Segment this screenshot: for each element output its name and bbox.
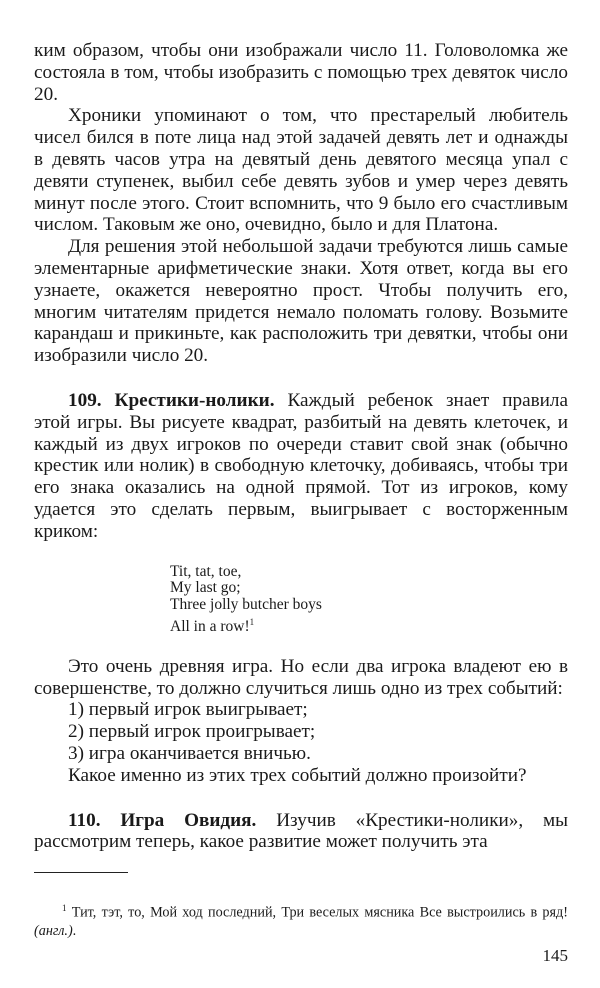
poem-footnote-mark: 1 — [249, 616, 255, 627]
footnote — [34, 899, 568, 941]
poem — [170, 564, 568, 636]
outcome-item-1: 1) первый игрок выигрывает; — [68, 699, 308, 721]
section-109-title: Крестики-нолики. — [114, 389, 275, 411]
paragraph-intro-2: Хроники упоминают о том, что престарелый любитель чисел бился в поте лица над этой задачей девять лет и однажды в девять часов утра на девятый день девятого месяца упал с девяти ступенек, выбил себе девять зубов и умер через девять минут после этого. Стоит вспомнить, что 9 было его счастливым числом. Таковым же оно, очевидно, было и для Платона. — [34, 105, 568, 236]
poem-line-4-text: All in a row! — [170, 618, 250, 636]
section-109-text: Каждый ребенок знает правила этой игры. Вы рисуете квадрат, разбитый на девять клеточек, и каждый из двух игроков по очереди ставит свой знак (обычно крестик или нолик) в свободную клеточку, добиваясь, чтобы три его знака оказались на одной прямой. Тот из игроков, кому удается это сделать первым, выигрывает с восторженным криком: — [34, 389, 569, 542]
section-110-text: Изучив «Крестики-нолики», мы рассмотрим теперь, какое развитие может получить эта — [34, 809, 569, 853]
footnote-lang: (англ.) — [34, 923, 73, 940]
section-109 — [34, 390, 568, 543]
section-109-number: 109. — [68, 389, 102, 411]
question-paragraph: Какое именно из этих трех событий должно произойти? — [68, 764, 527, 786]
section-110 — [34, 810, 568, 854]
section-110-title: Игра Овидия. — [120, 809, 257, 831]
footnote-text: Тит, тэт, то, Мой ход последний, Три веселых мясника Все выстроились в ряд! — [71, 904, 568, 921]
page-number: 145 — [542, 946, 568, 965]
footnote-divider — [34, 872, 128, 873]
poem-line-4 — [170, 614, 568, 636]
main-text — [34, 40, 568, 853]
footnote-mark: 1 — [62, 903, 67, 914]
paragraph-intro-3: Для решения этой небольшой задачи требуются лишь самые элементарные арифметические знаки. Хотя ответ, когда вы его узнаете, окажется невероятно прост. Чтобы получить его, многим читателям придется немало поломать голову. Возьмите карандаш и прикиньте, как расположить три девятки, чтобы они изобразили число 20. — [34, 236, 568, 367]
footnote-end: . — [72, 923, 77, 940]
poem-line-3: Three jolly butcher boys — [170, 596, 322, 614]
outcome-item-2: 2) первый игрок проигрывает; — [68, 721, 316, 743]
section-110-number: 110. — [68, 809, 101, 831]
paragraph-after-poem: Это очень древняя игра. Но если два игрока владеют ею в совершенстве, то должно случиться лишь одно из трех событий: — [34, 655, 568, 699]
paragraph-intro-1: ким образом, чтобы они изображали число 11. Головоломка же состояла в том, чтобы изобразить с помощью трех девяток число 20. — [34, 40, 568, 105]
outcome-item-3: 3) игра оканчивается вничью. — [68, 743, 311, 765]
poem-line-1: Tit, tat, toe, — [170, 562, 242, 580]
poem-line-2: My last go; — [170, 579, 241, 597]
outcomes-list — [34, 699, 568, 764]
